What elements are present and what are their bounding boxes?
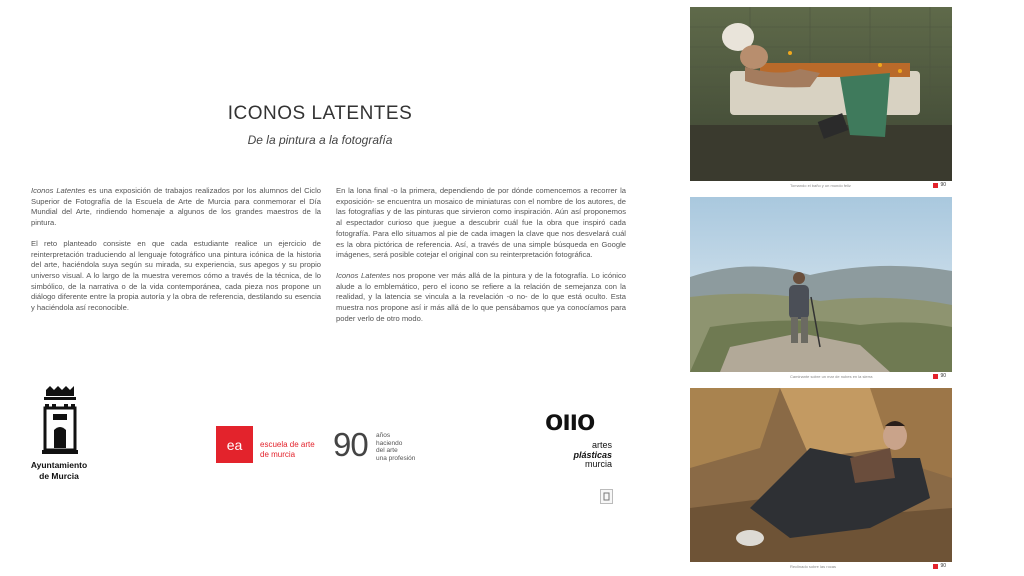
caption-logos — [933, 563, 946, 569]
paragraph-text: nos propone ver más allá de la pintura y de la fotografía. Lo icónico alude a lo emblemático, pero el icono se refiere a la relación de semejanza con la realidad, y la latencia se vincula a la revelación -o no- de lo que está oculto. Esta muestra nos propone así ir más allá de lo que pensábamos que ya conocíamos para poder verlo de otro modo. — [336, 270, 626, 323]
caption-text: Caminante sobre un mar de nubes en la sierra — [790, 374, 873, 379]
mini-ea-icon — [933, 183, 938, 188]
artes-plasticas-logo-text — [548, 441, 612, 470]
artes-line: murcia — [584, 459, 612, 469]
artes-line: plásticas — [573, 449, 612, 460]
paragraph: El reto planteado consiste en que cada estudiante realice un ejercicio de reinterpretación traduciendo al lenguaje fotográfico una pintura icónica de la historia del arte, haciéndola suya según su mirada, su experiencia, sus apegos y su propio universo visual. A lo largo de la muestra veremos cómo a través de la técnica, de lo simbólico, de la narrativa o de la vida contemporánea, cada pieza nos propone un diálogo diferente entre la propia autoría y la obra de referencia, destilando su esencia y haciéndola así reconocible. — [31, 238, 321, 313]
caption-text: Tomando el baño y un mundo feliz — [790, 183, 851, 188]
caption-logos — [933, 373, 946, 379]
emphasis-title: Iconos Latentes — [31, 186, 86, 195]
photo-caption — [690, 372, 952, 382]
photo-caption — [690, 181, 952, 191]
anniversary-line: años — [376, 432, 391, 439]
small-crest-icon — [600, 489, 613, 504]
anniversary-line: del arte — [376, 447, 398, 454]
ea-line-2: de murcia — [260, 449, 296, 459]
anniversary-line: haciendo — [376, 439, 403, 447]
ea-logo-mark: ea — [216, 426, 253, 463]
page-title: ICONOS LATENTES — [227, 103, 413, 124]
text-column-right — [336, 186, 626, 334]
ayuntamiento-line-1: Ayuntamiento — [30, 460, 88, 470]
anniversary-number: 90 — [333, 426, 368, 463]
mini-ea-icon — [933, 374, 938, 379]
ayuntamiento-crest-icon — [36, 386, 84, 456]
artes-line: artes — [591, 440, 612, 450]
paragraph-text: es una exposición de trabajos realizados por los alumnos del Ciclo Superior de Fotografía de la Escuela de Arte de Murcia para conmemorar el Día Mundial del Arte, rindiendo homenaje a algunos de los grandes maestros de la pintura. — [31, 186, 321, 228]
paragraph — [31, 186, 321, 229]
photo-mountain — [690, 197, 952, 372]
mini-90: 90 — [940, 563, 946, 569]
mini-ea-icon — [933, 564, 938, 569]
page-subtitle: De la pintura a la fotografía — [247, 133, 393, 147]
caption-logos — [933, 182, 946, 188]
ayuntamiento-name — [20, 460, 98, 482]
photo-caption — [690, 562, 952, 572]
emphasis-title: Iconos Latentes — [336, 270, 391, 280]
mini-90: 90 — [940, 182, 946, 188]
ayuntamiento-line-2: de Murcia — [39, 471, 79, 481]
ea-logo-text — [260, 440, 315, 459]
ollo-logo: oııo — [545, 404, 595, 437]
paragraph: En la lona final -o la primera, dependiendo de por dónde comencemos a recorrer la exposición- se encuentra un mosaico de miniaturas con el nombre de los autores, de las fotografías y de las pinturas que sirvieron como inspiración. Aún así proponemos al espectador curioso que juegue a descubrir cuál fue la obra que inspiró cada fotografía. Para ello situamos al pie de cada imagen la clave que nos desvelará cuál es la obra pictórica de referencia. Así, a través de una simple búsqueda en Google imágenes, será posible cotejar el original con su reinterpretación fotográfica. — [336, 186, 626, 260]
photo-rocks — [690, 388, 952, 562]
text-column-left — [31, 186, 321, 324]
paragraph — [336, 271, 626, 325]
caption-text: Reclinado sobre las rocas — [790, 564, 837, 569]
photo-bathtub — [690, 7, 952, 181]
anniversary-line: una profesión — [376, 454, 416, 462]
anniversary-text — [376, 432, 415, 462]
ea-line-1: escuela de arte — [260, 440, 315, 449]
mini-90: 90 — [940, 373, 946, 379]
